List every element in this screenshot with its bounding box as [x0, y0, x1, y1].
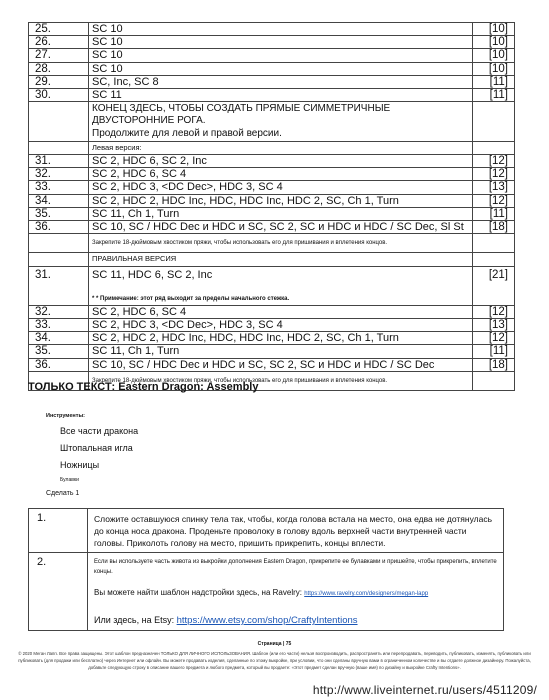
section-title: ТОЛЬКО ТЕКСТ: Eastern Dragon: Assembly	[28, 381, 259, 393]
right-version-label: ПРАВИЛЬНАЯ ВЕРСИЯ	[89, 253, 473, 266]
make-count-label: Сделать 1	[46, 490, 80, 497]
row-instructions: SC 2, HDC 2, HDC Inc, HDC, HDC Inc, HDC 2, SC, Ch 1, Turn	[89, 194, 473, 207]
page-number: Страница | 75	[257, 641, 292, 647]
row-number: 35.	[29, 345, 89, 358]
row-number: 34.	[29, 194, 89, 207]
row-number: 36.	[29, 221, 89, 234]
tool-item: Штопальная игла	[60, 443, 133, 453]
stitch-count: [12]	[473, 305, 515, 318]
row-instructions: SC 11, Ch 1, Turn	[89, 207, 473, 220]
row-instructions: SC 11	[89, 89, 473, 102]
table-row	[29, 75, 515, 88]
stitch-count: [21]	[473, 266, 515, 305]
row-instructions: SC 2, HDC 6, SC 2, Inc	[89, 155, 473, 168]
stitch-count: [10]	[473, 36, 515, 49]
table-row	[29, 194, 515, 207]
assembly-steps-table	[28, 508, 504, 631]
table-row	[29, 141, 515, 154]
watermark-url: http://www.liveinternet.ru/users/4511209/	[312, 683, 537, 697]
stitch-count: [11]	[473, 207, 515, 220]
table-row	[29, 155, 515, 168]
row-number: 31.	[29, 155, 89, 168]
row-instructions: SC 10, SC / HDC Dec и HDC и SC, SC 2, SC и HDC и HDC / SC Dec, Sl St	[89, 221, 473, 234]
row-instructions: SC 10, SC / HDC Dec и HDC и SC, SC 2, SC и HDC и HDC / SC Dec	[89, 358, 473, 371]
table-row	[29, 319, 515, 332]
pattern-table	[28, 22, 515, 391]
table-row	[29, 345, 515, 358]
stitch-count: [12]	[473, 194, 515, 207]
row-instructions: SC 10	[89, 49, 473, 62]
stitch-count: [10]	[473, 49, 515, 62]
continue-note: Продолжите для левой и правой версии.	[92, 127, 282, 139]
step-text: Если вы используете часть живота из выкройки дополнения Eastern Dragon, прикрепите ее булавками и пришейте, чтобы прикрепить, вплетите концы.	[94, 559, 497, 575]
row-number: 31.	[29, 266, 89, 305]
row-instructions: SC 11, HDC 6, SC 2, Inc	[92, 268, 213, 281]
etsy-text: Или здесь, на Etsy:	[94, 615, 177, 625]
tail-note: Закрепите 18-дюймовым хвостиком пряжи, чтобы использовать его для пришивания и вплетения концов.	[89, 234, 473, 253]
row-number: 29.	[29, 75, 89, 88]
stitch-count: [11]	[473, 75, 515, 88]
ravelry-link[interactable]: https://www.ravelry.com/designers/megan-lapp	[304, 591, 429, 597]
step-number: 2.	[29, 553, 88, 631]
stitch-count: [11]	[473, 89, 515, 102]
row-number: 32.	[29, 305, 89, 318]
stitch-count: [13]	[473, 181, 515, 194]
table-row	[29, 221, 515, 234]
tools-label: Инструменты:	[46, 413, 85, 419]
row-note: * * Примечание: этот ряд выходит за пределы начального стежка.	[92, 295, 290, 302]
row-instructions: SC 11, Ch 1, Turn	[89, 345, 473, 358]
table-row	[29, 234, 515, 253]
table-row	[29, 23, 515, 36]
table-row	[29, 509, 504, 553]
row-number: 26.	[29, 36, 89, 49]
stitch-count: [12]	[473, 168, 515, 181]
row-number: 27.	[29, 49, 89, 62]
tools-list	[60, 423, 138, 486]
table-row	[29, 62, 515, 75]
stitch-count: [10]	[473, 23, 515, 36]
row-number: 33.	[29, 181, 89, 194]
row-instructions: SC 2, HDC 3, <DC Dec>, HDC 3, SC 4	[89, 319, 473, 332]
table-row	[29, 89, 515, 102]
stitch-count: [18]	[473, 358, 515, 371]
row-number: 32.	[29, 168, 89, 181]
tool-item: Ножницы	[60, 460, 100, 470]
stitch-count: [10]	[473, 62, 515, 75]
table-row	[29, 168, 515, 181]
tail-note: Закрепите 18-дюймовым хвостиком пряжи, чтобы использовать его для пришивания и вплетения концов.	[89, 371, 473, 390]
row-number: 28.	[29, 62, 89, 75]
row-instructions: SC 2, HDC 6, SC 4	[89, 305, 473, 318]
stitch-count: [12]	[473, 155, 515, 168]
tool-item: Булавки	[60, 477, 79, 483]
step-number: 1.	[29, 509, 88, 553]
end-note: КОНЕЦ ЗДЕСЬ, ЧТОБЫ СОЗДАТЬ ПРЯМЫЕ СИММЕТРИЧНЫЕ ДВУСТОРОННИЕ РОГА.	[92, 103, 391, 127]
table-row	[29, 181, 515, 194]
row-number: 36.	[29, 358, 89, 371]
row-number: 33.	[29, 319, 89, 332]
row-instructions: SC 10	[89, 62, 473, 75]
row-instructions: SC 10	[89, 23, 473, 36]
table-row	[29, 266, 515, 305]
stitch-count: [18]	[473, 221, 515, 234]
row-number: 34.	[29, 332, 89, 345]
tool-item: Все части дракона	[60, 426, 139, 436]
etsy-link[interactable]: https://www.etsy.com/shop/CraftyIntentions	[176, 615, 358, 626]
row-instructions: SC 2, HDC 2, HDC Inc, HDC, HDC Inc, HDC 2, SC, Ch 1, Turn	[89, 332, 473, 345]
table-row	[29, 358, 515, 371]
row-instructions: SC 2, HDC 6, SC 4	[89, 168, 473, 181]
row-number: 25.	[29, 23, 89, 36]
table-row	[29, 305, 515, 318]
row-instructions: SC 2, HDC 3, <DC Dec>, HDC 3, SC 4	[89, 181, 473, 194]
stitch-count: [13]	[473, 319, 515, 332]
row-number: 30.	[29, 89, 89, 102]
table-row	[29, 102, 515, 142]
table-row	[29, 36, 515, 49]
stitch-count: [11]	[473, 345, 515, 358]
row-instructions: SC, Inc, SC 8	[89, 75, 473, 88]
stitch-count: [12]	[473, 332, 515, 345]
table-row	[29, 553, 504, 631]
table-row	[29, 207, 515, 220]
table-row	[29, 253, 515, 266]
left-version-label: Левая версия:	[89, 141, 473, 154]
ravelry-text: Вы можете найти шаблон надстройки здесь, на Ravelry:	[94, 588, 305, 597]
step-text: Сложите оставшуюся спинку тела так, чтобы, когда голова встала на место, она едва не дотянулась до конца носа дракона. Проденьте проволоку в голову вдоль верхней части внутренней части головы. Приколоть голову на место, пришить прикрепить, концы вплести.	[88, 509, 504, 553]
table-row	[29, 49, 515, 62]
table-row	[29, 332, 515, 345]
row-number: 35.	[29, 207, 89, 220]
row-instructions: SC 10	[89, 36, 473, 49]
copyright-footer: © 2020 Меган Лапп. Все права защищены. Этот шаблон предназначен ТОЛЬКО ДЛЯ ЛИЧНОГО ИСПОЛЬЗОВАНИЯ. Шаблон (или его части) нельзя воспроизводить, распространять или перепродавать, переводить, публиковать, изменять, публиковать или публиковать (для продажи или бесплатно) через Интернет или офлайн. Вы можете продавать изделия, сделанные по этому выкройке, при условии, что они сделаны вручную вами в ограниченном количестве и вы отдаете должное дизайнеру. Пожалуйста, добавьте следующую строку в описание вашего предмета и любого предмета, который вы продаете: «Этот предмет сделан вручную (ваше имя) по дизайну и выкройке Crafty Intentions».	[18, 651, 531, 670]
